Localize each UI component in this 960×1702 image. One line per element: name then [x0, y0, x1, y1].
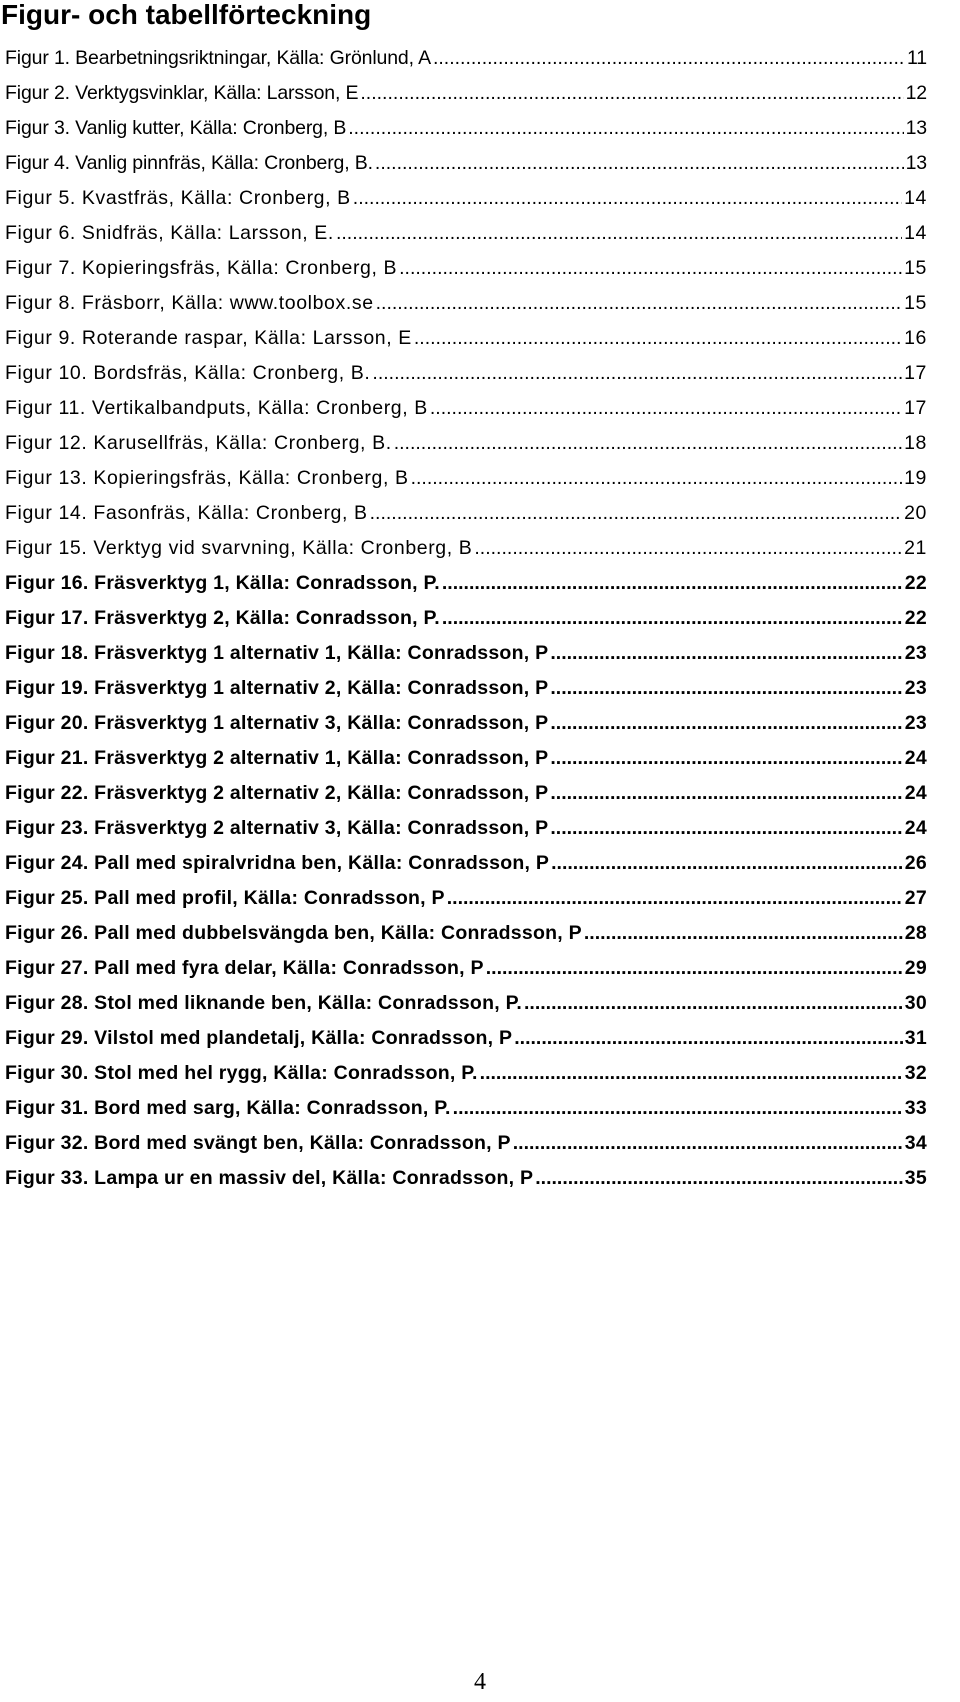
toc-entry[interactable]: [5, 81, 927, 116]
dot-leader: [486, 956, 903, 980]
toc-entry[interactable]: [5, 641, 927, 676]
toc-entry-title: Figur 15. Verktyg vid svarvning, Källa: Cronberg, B: [5, 537, 473, 559]
toc-entry[interactable]: [5, 116, 927, 151]
toc-entry-title: Figur 14. Fasonfräs, Källa: Cronberg, B: [5, 502, 368, 524]
toc-entry-page: 33: [904, 1097, 927, 1119]
dot-leader: [414, 326, 902, 350]
toc-entry-title: Figur 27. Pall med fyra delar, Källa: Conradsson, P: [5, 957, 484, 979]
toc-entry-title: Figur 10. Bordsfräs, Källa: Cronberg, B.: [5, 362, 371, 384]
dot-leader: [514, 1026, 903, 1050]
dot-leader: [550, 746, 902, 770]
toc-entry-page: 24: [904, 817, 927, 839]
toc-entry-title: Figur 6. Snidfräs, Källa: Larsson, E.: [5, 222, 334, 244]
dot-leader: [453, 1096, 903, 1120]
dot-leader: [513, 1131, 903, 1155]
dot-leader: [399, 256, 902, 280]
toc-entry-title: Figur 16. Fräsverktyg 1, Källa: Conradsson, P.: [5, 572, 440, 594]
dot-leader: [433, 46, 905, 70]
toc-entry-title: Figur 32. Bord med svängt ben, Källa: Conradsson, P: [5, 1132, 511, 1154]
toc-entry[interactable]: [5, 186, 927, 221]
toc-entry-page: 15: [904, 257, 927, 279]
toc-entry-title: Figur 9. Roterande raspar, Källa: Larsson, E: [5, 327, 412, 349]
toc-entry-page: 23: [904, 712, 927, 734]
toc-entry[interactable]: [5, 851, 927, 886]
toc-entry-title: Figur 3. Vanlig kutter, Källa: Cronberg, B: [5, 117, 347, 139]
toc-entry-page: 17: [904, 362, 927, 384]
dot-leader: [430, 396, 902, 420]
toc-entry[interactable]: [5, 256, 927, 291]
dot-leader: [336, 221, 902, 245]
toc-entry[interactable]: [5, 1131, 927, 1166]
toc-entry[interactable]: [5, 816, 927, 851]
toc-entry-page: 18: [904, 432, 927, 454]
toc-entry-title: Figur 1. Bearbetningsriktningar, Källa: Grönlund, A: [5, 47, 431, 69]
toc-entry-page: 13: [905, 152, 927, 174]
toc-entry-title: Figur 19. Fräsverktyg 1 alternativ 2, Källa: Conradsson, P: [5, 677, 549, 699]
toc-entry[interactable]: [5, 1061, 927, 1096]
toc-entry-title: Figur 17. Fräsverktyg 2, Källa: Conradsson, P.: [5, 607, 440, 629]
dot-leader: [411, 466, 903, 490]
toc-entry-page: 24: [904, 782, 927, 804]
dot-leader: [348, 116, 903, 140]
toc-entry-title: Figur 20. Fräsverktyg 1 alternativ 3, Källa: Conradsson, P: [5, 712, 549, 734]
toc-entry-page: 26: [904, 852, 927, 874]
toc-entry[interactable]: [5, 46, 927, 81]
toc-entry[interactable]: [5, 396, 927, 431]
page-number: 4: [474, 1669, 486, 1695]
dot-leader: [394, 431, 902, 455]
toc-entry-page: 27: [904, 887, 927, 909]
dot-leader: [550, 676, 902, 700]
toc-entry[interactable]: [5, 571, 927, 606]
toc-entry-page: 21: [904, 537, 927, 559]
toc-entry[interactable]: [5, 291, 927, 326]
dot-leader: [524, 991, 903, 1015]
dot-leader: [442, 606, 903, 630]
dot-leader: [550, 781, 902, 805]
toc-entry[interactable]: [5, 326, 927, 361]
toc-entry-page: 31: [904, 1027, 927, 1049]
toc-entry-title: Figur 5. Kvastfräs, Källa: Cronberg, B: [5, 187, 351, 209]
toc-entry[interactable]: [5, 536, 927, 571]
dot-leader: [550, 641, 902, 665]
dot-leader: [447, 886, 903, 910]
toc-entry-page: 32: [904, 1062, 927, 1084]
toc-entry-page: 12: [905, 82, 927, 104]
toc-entry-page: 24: [904, 747, 927, 769]
toc-entry[interactable]: [5, 676, 927, 711]
toc-entry-page: 14: [904, 222, 927, 244]
toc-entry-page: 30: [904, 992, 927, 1014]
toc-entry-page: 22: [904, 572, 927, 594]
toc-entry[interactable]: [5, 1096, 927, 1131]
toc-entry-page: 28: [904, 922, 927, 944]
toc-entry-title: Figur 29. Vilstol med plandetalj, Källa: Conradsson, P: [5, 1027, 513, 1049]
toc-entry-title: Figur 21. Fräsverktyg 2 alternativ 1, Källa: Conradsson, P: [5, 747, 549, 769]
toc-entry-title: Figur 11. Vertikalbandputs, Källa: Cronberg, B: [5, 397, 428, 419]
toc-entry-title: Figur 28. Stol med liknande ben, Källa: Conradsson, P.: [5, 992, 522, 1014]
toc-entry-page: 23: [904, 677, 927, 699]
dot-leader: [550, 711, 902, 735]
figure-list: [5, 46, 927, 1201]
toc-entry-page: 16: [904, 327, 927, 349]
toc-entry[interactable]: [5, 956, 927, 991]
toc-entry-page: 17: [904, 397, 927, 419]
dot-leader: [442, 571, 903, 595]
toc-entry[interactable]: [5, 466, 927, 501]
toc-entry[interactable]: [5, 711, 927, 746]
dot-leader: [375, 151, 904, 175]
toc-entry-title: Figur 31. Bord med sarg, Källa: Conradsson, P.: [5, 1097, 451, 1119]
dot-leader: [550, 816, 902, 840]
dot-leader: [551, 851, 903, 875]
toc-entry-page: 11: [907, 47, 927, 69]
dot-leader: [376, 291, 902, 315]
toc-entry[interactable]: [5, 151, 927, 186]
toc-entry-page: 13: [905, 117, 927, 139]
toc-entry-title: Figur 22. Fräsverktyg 2 alternativ 2, Källa: Conradsson, P: [5, 782, 549, 804]
toc-entry[interactable]: [5, 221, 927, 256]
dot-leader: [480, 1061, 903, 1085]
toc-entry-page: 23: [904, 642, 927, 664]
toc-entry-title: Figur 25. Pall med profil, Källa: Conradsson, P: [5, 887, 445, 909]
toc-entry[interactable]: [5, 1166, 927, 1201]
toc-entry[interactable]: [5, 1026, 927, 1061]
toc-entry-page: 15: [904, 292, 927, 314]
toc-entry[interactable]: [5, 781, 927, 816]
toc-entry-title: Figur 7. Kopieringsfräs, Källa: Cronberg, B: [5, 257, 398, 279]
toc-entry-page: 34: [904, 1132, 927, 1154]
toc-entry-title: Figur 30. Stol med hel rygg, Källa: Conradsson, P.: [5, 1062, 478, 1084]
toc-entry[interactable]: [5, 501, 927, 536]
toc-entry[interactable]: [5, 606, 927, 641]
toc-entry-title: Figur 2. Verktygsvinklar, Källa: Larsson, E: [5, 82, 359, 104]
page-title: Figur- och tabellförteckning: [1, 0, 372, 30]
dot-leader: [360, 81, 903, 105]
toc-entry-title: Figur 24. Pall med spiralvridna ben, Källa: Conradsson, P: [5, 852, 550, 874]
dot-leader: [474, 536, 902, 560]
dot-leader: [535, 1166, 903, 1190]
toc-entry-page: 20: [904, 502, 927, 524]
toc-entry[interactable]: [5, 921, 927, 956]
toc-entry-page: 19: [904, 467, 927, 489]
dot-leader: [372, 361, 902, 385]
toc-entry-title: Figur 26. Pall med dubbelsvängda ben, Källa: Conradsson, P: [5, 922, 582, 944]
toc-entry-page: 22: [904, 607, 927, 629]
toc-entry-title: Figur 4. Vanlig pinnfräs, Källa: Cronberg, B.: [5, 152, 373, 174]
dot-leader: [353, 186, 902, 210]
toc-entry-title: Figur 8. Fräsborr, Källa: www.toolbox.se: [5, 292, 374, 314]
toc-entry-title: Figur 23. Fräsverktyg 2 alternativ 3, Källa: Conradsson, P: [5, 817, 549, 839]
dot-leader: [370, 501, 902, 525]
toc-entry-title: Figur 33. Lampa ur en massiv del, Källa: Conradsson, P: [5, 1167, 534, 1189]
toc-entry[interactable]: [5, 431, 927, 466]
toc-entry[interactable]: [5, 746, 927, 781]
toc-entry-page: 14: [904, 187, 927, 209]
toc-entry[interactable]: [5, 361, 927, 396]
toc-entry-page: 35: [904, 1167, 927, 1189]
toc-entry-page: 29: [904, 957, 927, 979]
toc-entry[interactable]: [5, 991, 927, 1026]
toc-entry-title: Figur 18. Fräsverktyg 1 alternativ 1, Källa: Conradsson, P: [5, 642, 549, 664]
dot-leader: [584, 921, 903, 945]
toc-entry-title: Figur 12. Karusellfräs, Källa: Cronberg, B.: [5, 432, 392, 454]
toc-entry-title: Figur 13. Kopieringsfräs, Källa: Cronberg, B: [5, 467, 409, 489]
toc-entry[interactable]: [5, 886, 927, 921]
